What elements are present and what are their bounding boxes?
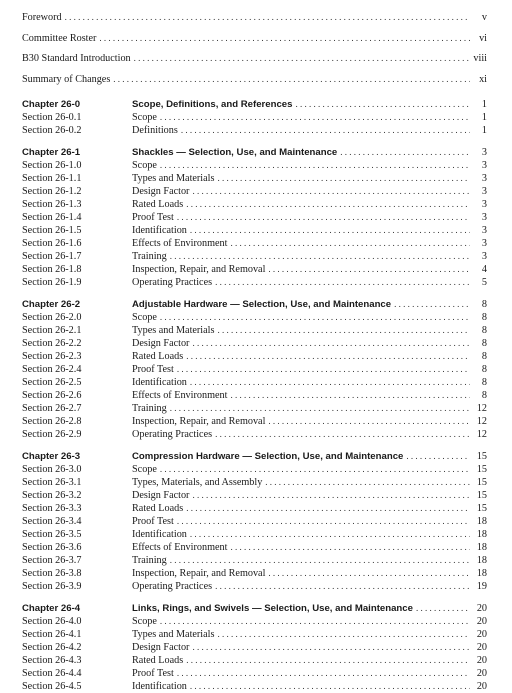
dot-leader — [190, 224, 470, 237]
section-label: Section 26-2.3 — [22, 351, 82, 362]
section-label: Section 26-1.1 — [22, 173, 82, 184]
section-title: Design Factor — [132, 338, 190, 349]
page-number: 8 — [481, 351, 487, 362]
section-label: Section 26-2.7 — [22, 403, 82, 414]
toc-section-entry[interactable] — [22, 515, 487, 528]
toc-front-entry[interactable] — [22, 69, 487, 90]
dot-leader — [217, 324, 470, 337]
page-number: 20 — [476, 655, 487, 666]
chapter-title: Adjustable Hardware — Selection, Use, and Maintenance — [132, 299, 392, 310]
section-title: Types and Materials — [132, 325, 215, 336]
dot-leader — [192, 641, 470, 654]
page-number: 8 — [481, 338, 487, 349]
dot-leader — [394, 298, 470, 311]
section-label: Section 26-3.2 — [22, 490, 82, 501]
page-number: 18 — [476, 529, 487, 540]
page-number: 20 — [476, 616, 487, 627]
section-title: Training — [132, 251, 167, 262]
toc-section-entry[interactable] — [22, 276, 487, 289]
section-title: Operating Practices — [132, 581, 213, 592]
section-title: Operating Practices — [132, 277, 213, 288]
toc-section-entry[interactable] — [22, 489, 487, 502]
section-label: Section 26-2.4 — [22, 364, 82, 375]
chapter-label: Chapter 26-1 — [22, 147, 81, 158]
page-number: 18 — [476, 568, 487, 579]
toc-section-entry[interactable] — [22, 554, 487, 567]
section-label: Section 26-4.3 — [22, 655, 82, 666]
toc-chapter-entry[interactable] — [22, 146, 487, 159]
page-number: 15 — [476, 503, 487, 514]
section-label: Section 26-2.8 — [22, 416, 82, 427]
section-label: Section 26-1.4 — [22, 212, 82, 223]
section-label: Section 26-0.2 — [22, 125, 82, 136]
section-label: Section 26-3.8 — [22, 568, 82, 579]
page-number: 8 — [481, 312, 487, 323]
dot-leader — [65, 7, 470, 28]
page-number: 15 — [476, 451, 487, 462]
dot-leader — [406, 450, 470, 463]
toc-section-entry[interactable] — [22, 628, 487, 641]
toc-section-entry[interactable] — [22, 580, 487, 593]
chapter-title: Links, Rings, and Swivels — Selection, Use, and Maintenance — [132, 603, 413, 614]
toc-front-entry[interactable] — [22, 28, 487, 49]
toc-section-entry[interactable] — [22, 376, 487, 389]
toc-section-entry[interactable] — [22, 250, 487, 263]
page-number: 20 — [476, 603, 487, 614]
toc-section-entry[interactable] — [22, 615, 487, 628]
toc-section-entry[interactable] — [22, 528, 487, 541]
chapter-label: Chapter 26-0 — [22, 99, 81, 110]
section-title: Proof Test — [132, 668, 174, 679]
section-title: Training — [132, 403, 167, 414]
section-title: Identification — [132, 225, 187, 236]
section-label: Section 26-3.4 — [22, 516, 82, 527]
section-title: Design Factor — [132, 186, 190, 197]
section-label: Section 26-3.5 — [22, 529, 82, 540]
dot-leader — [268, 567, 470, 580]
dot-leader — [215, 580, 470, 593]
section-label: Section 26-1.7 — [22, 251, 82, 262]
toc-section-entry[interactable] — [22, 324, 487, 337]
dot-leader — [160, 159, 470, 172]
dot-leader — [160, 311, 470, 324]
section-title: Scope — [132, 464, 157, 475]
page-number: 1 — [481, 99, 487, 110]
dot-leader — [416, 602, 470, 615]
dot-leader — [186, 198, 470, 211]
dot-leader — [181, 124, 470, 137]
page-number: 15 — [476, 464, 487, 475]
page-number: 3 — [481, 186, 487, 197]
entry-title: Committee Roster — [22, 32, 97, 44]
section-title: Scope — [132, 616, 157, 627]
section-label: Section 26-1.0 — [22, 160, 82, 171]
toc-section-entry[interactable] — [22, 567, 487, 580]
section-title: Types and Materials — [132, 173, 215, 184]
page-number: 8 — [481, 390, 487, 401]
chapter-spacer — [22, 89, 487, 98]
chapter-title: Compression Hardware — Selection, Use, and Maintenance — [132, 451, 404, 462]
section-label: Section 26-1.5 — [22, 225, 82, 236]
toc-chapter-entry[interactable] — [22, 450, 487, 463]
entry-title: Summary of Changes — [22, 73, 111, 85]
section-label: Section 26-4.2 — [22, 642, 82, 653]
dot-leader — [192, 489, 470, 502]
section-label: Section 26-3.0 — [22, 464, 82, 475]
dot-leader — [160, 615, 470, 628]
chapter-title: Shackles — Selection, Use, and Maintenance — [132, 147, 338, 158]
toc-section-entry[interactable] — [22, 415, 487, 428]
section-label: Section 26-1.3 — [22, 199, 82, 210]
section-title: Scope — [132, 112, 157, 123]
entry-title: Foreword — [22, 12, 62, 23]
page-number: 3 — [481, 251, 487, 262]
dot-leader — [217, 172, 470, 185]
chapter-spacer — [22, 593, 487, 602]
page-number: 20 — [476, 642, 487, 653]
toc-section-entry[interactable] — [22, 111, 487, 124]
section-title: Rated Loads — [132, 503, 184, 514]
toc-section-entry[interactable] — [22, 263, 487, 276]
dot-leader — [113, 69, 470, 90]
section-label: Section 26-2.5 — [22, 377, 82, 388]
toc-section-entry[interactable] — [22, 667, 487, 680]
page-number: 3 — [481, 199, 487, 210]
dot-leader — [186, 502, 470, 515]
section-title: Scope — [132, 160, 157, 171]
toc-section-entry[interactable] — [22, 389, 487, 402]
section-title: Rated Loads — [132, 655, 184, 666]
section-label: Section 26-2.6 — [22, 390, 82, 401]
page-number: 18 — [476, 555, 487, 566]
section-label: Section 26-2.2 — [22, 338, 82, 349]
toc-front-entry[interactable] — [22, 48, 487, 69]
page-number: 3 — [481, 160, 487, 171]
chapter-spacer — [22, 441, 487, 450]
page-number: 15 — [476, 490, 487, 501]
toc-front-entry[interactable] — [22, 7, 487, 28]
section-label: Section 26-4.0 — [22, 616, 82, 627]
chapter-label: Chapter 26-4 — [22, 603, 81, 614]
dot-leader — [295, 98, 470, 111]
section-label: Section 26-3.1 — [22, 477, 82, 488]
section-title: Effects of Environment — [132, 390, 228, 401]
chapter-label: Chapter 26-3 — [22, 451, 81, 462]
dot-leader — [215, 428, 470, 441]
dot-leader — [170, 250, 470, 263]
section-title: Design Factor — [132, 642, 190, 653]
section-label: Section 26-2.9 — [22, 429, 82, 440]
section-title: Inspection, Repair, and Removal — [132, 264, 266, 275]
page-number: 3 — [481, 225, 487, 236]
chapter-list — [22, 89, 487, 693]
section-title: Inspection, Repair, and Removal — [132, 568, 266, 579]
section-label: Section 26-2.0 — [22, 312, 82, 323]
toc-section-entry[interactable] — [22, 463, 487, 476]
section-label: Section 26-1.2 — [22, 186, 82, 197]
dot-leader — [170, 402, 470, 415]
section-title: Types, Materials, and Assembly — [132, 477, 263, 488]
dot-leader — [177, 667, 470, 680]
page-number: viii — [473, 53, 487, 64]
page-number: 3 — [481, 147, 487, 158]
section-title: Identification — [132, 377, 187, 388]
section-label: Section 26-4.1 — [22, 629, 82, 640]
dot-leader — [230, 541, 470, 554]
page-number: 5 — [481, 277, 487, 288]
dot-leader — [177, 211, 470, 224]
section-title: Definitions — [132, 125, 178, 136]
section-title: Identification — [132, 681, 187, 692]
toc-chapter-entry[interactable] — [22, 602, 487, 615]
toc-section-entry[interactable] — [22, 311, 487, 324]
page-number: 1 — [481, 125, 487, 136]
dot-leader — [186, 350, 470, 363]
toc-section-entry[interactable] — [22, 363, 487, 376]
dot-leader — [230, 237, 470, 250]
toc-chapter-entry[interactable] — [22, 298, 487, 311]
front-matter-list — [22, 7, 487, 89]
page-number: 4 — [481, 264, 487, 275]
page-number: 1 — [481, 112, 487, 123]
dot-leader — [170, 554, 470, 567]
toc-section-entry[interactable] — [22, 211, 487, 224]
section-label: Section 26-1.6 — [22, 238, 82, 249]
page-number: 20 — [476, 681, 487, 692]
page-number: 12 — [476, 403, 487, 414]
dot-leader — [190, 376, 470, 389]
section-title: Rated Loads — [132, 351, 184, 362]
section-title: Proof Test — [132, 516, 174, 527]
section-title: Operating Practices — [132, 429, 213, 440]
dot-leader — [177, 363, 470, 376]
page-number: v — [481, 12, 487, 23]
toc-section-entry[interactable] — [22, 476, 487, 489]
dot-leader — [268, 263, 470, 276]
dot-leader — [99, 28, 470, 49]
dot-leader — [265, 476, 470, 489]
dot-leader — [177, 515, 470, 528]
section-title: Effects of Environment — [132, 238, 228, 249]
section-label: Section 26-3.3 — [22, 503, 82, 514]
page-number: 8 — [481, 364, 487, 375]
toc-section-entry[interactable] — [22, 185, 487, 198]
page-number: 8 — [481, 299, 487, 310]
chapter-spacer — [22, 137, 487, 146]
page-number: 3 — [481, 173, 487, 184]
toc-section-entry[interactable] — [22, 237, 487, 250]
page-number: 18 — [476, 516, 487, 527]
section-label: Section 26-1.8 — [22, 264, 82, 275]
page-number: xi — [479, 73, 487, 85]
section-label: Section 26-4.5 — [22, 681, 82, 692]
toc-section-entry[interactable] — [22, 654, 487, 667]
chapter-spacer — [22, 289, 487, 298]
section-title: Types and Materials — [132, 629, 215, 640]
dot-leader — [186, 654, 470, 667]
toc-section-entry[interactable] — [22, 337, 487, 350]
section-title: Proof Test — [132, 364, 174, 375]
toc-section-entry[interactable] — [22, 680, 487, 693]
chapter-title: Scope, Definitions, and References — [132, 99, 293, 110]
dot-leader — [160, 463, 470, 476]
section-label: Section 26-4.4 — [22, 668, 82, 679]
page-number: 20 — [476, 668, 487, 679]
section-label: Section 26-0.1 — [22, 112, 82, 123]
section-label: Section 26-1.9 — [22, 277, 82, 288]
dot-leader — [268, 415, 470, 428]
page-number: 12 — [476, 416, 487, 427]
chapter-label: Chapter 26-2 — [22, 299, 81, 310]
dot-leader — [217, 628, 470, 641]
dot-leader — [192, 185, 470, 198]
toc-section-entry[interactable] — [22, 198, 487, 211]
toc-section-entry[interactable] — [22, 124, 487, 137]
page-number: 8 — [481, 377, 487, 388]
section-title: Effects of Environment — [132, 542, 228, 553]
page-number: 15 — [476, 477, 487, 488]
dot-leader — [190, 528, 470, 541]
toc-section-entry[interactable] — [22, 224, 487, 237]
page-number: 12 — [476, 429, 487, 440]
section-title: Identification — [132, 529, 187, 540]
page-number: 3 — [481, 238, 487, 249]
section-label: Section 26-3.7 — [22, 555, 82, 566]
toc-section-entry[interactable] — [22, 402, 487, 415]
dot-leader — [340, 146, 470, 159]
section-label: Section 26-3.9 — [22, 581, 82, 592]
section-label: Section 26-3.6 — [22, 542, 82, 553]
entry-title: B30 Standard Introduction — [22, 53, 131, 64]
dot-leader — [134, 48, 470, 69]
toc-section-entry[interactable] — [22, 641, 487, 654]
section-title: Design Factor — [132, 490, 190, 501]
page-number: vi — [479, 32, 487, 44]
toc-section-entry[interactable] — [22, 502, 487, 515]
page-number: 19 — [476, 581, 487, 592]
page-number: 3 — [481, 212, 487, 223]
dot-leader — [230, 389, 470, 402]
section-title: Inspection, Repair, and Removal — [132, 416, 266, 427]
page-number: 20 — [476, 629, 487, 640]
toc-section-entry[interactable] — [22, 172, 487, 185]
dot-leader — [215, 276, 470, 289]
section-label: Section 26-2.1 — [22, 325, 82, 336]
section-title: Training — [132, 555, 167, 566]
dot-leader — [160, 111, 470, 124]
page-number: 18 — [476, 542, 487, 553]
toc-section-entry[interactable] — [22, 159, 487, 172]
page-number: 8 — [481, 325, 487, 336]
toc-section-entry[interactable] — [22, 350, 487, 363]
section-title: Proof Test — [132, 212, 174, 223]
toc-chapter-entry[interactable] — [22, 98, 487, 111]
section-title: Rated Loads — [132, 199, 184, 210]
toc-section-entry[interactable] — [22, 428, 487, 441]
section-title: Scope — [132, 312, 157, 323]
dot-leader — [192, 337, 470, 350]
dot-leader — [190, 680, 470, 693]
toc-section-entry[interactable] — [22, 541, 487, 554]
